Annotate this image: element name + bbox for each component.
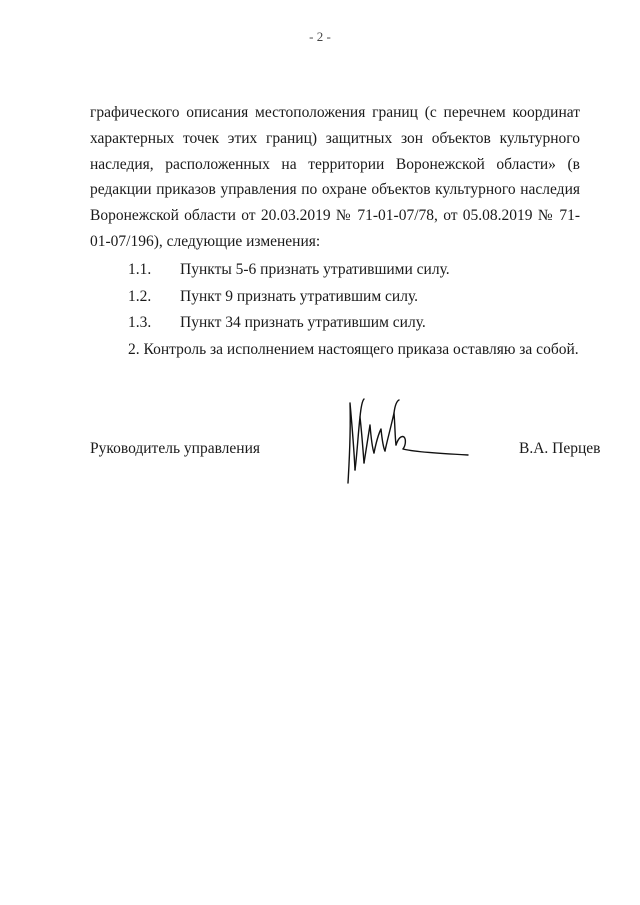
- signature-block: [0, 440, 640, 465]
- list-item-text: Пункты 5-6 признать утратившими силу.: [180, 261, 450, 278]
- paragraph-2: 2. Контроль за исполнением настоящего приказа оставляю за собой.: [128, 341, 579, 358]
- signatory-name: В.А. Перцев: [519, 440, 601, 457]
- signatory-title: Руководитель управления: [90, 440, 261, 457]
- paragraph-continuation: графического описания местоположения границ (с перечнем координат характерных точек этих границ) защитных зон объектов культурного наследия, расположенных на территории Воронежской области» (в редакции приказов управления по охране объектов культурного наследия Воронежской области от 20.03.2019 № 71-01-07/78, от 05.08.2019 № 71-01-07/196), следующие изменения:: [90, 104, 580, 250]
- list-item-number: 1.2.: [128, 288, 152, 305]
- list-item-text: Пункт 34 признать утратившим силу.: [180, 314, 426, 331]
- page-number: - 2 -: [309, 29, 331, 44]
- handwritten-signature: [340, 395, 480, 495]
- list-item-number: 1.1.: [128, 261, 152, 278]
- list-item-text: Пункт 9 признать утратившим силу.: [180, 288, 419, 305]
- list-item-number: 1.3.: [128, 314, 152, 331]
- body-paragraph: [90, 100, 580, 255]
